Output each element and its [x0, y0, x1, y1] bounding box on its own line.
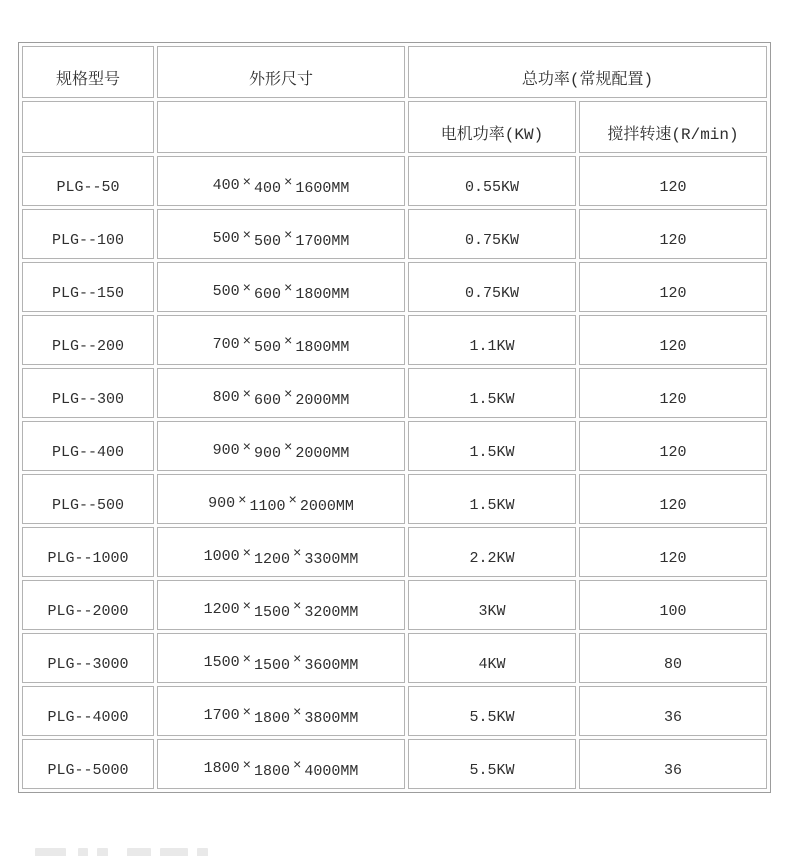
times-symbol: × [242, 599, 251, 615]
times-symbol: × [238, 493, 247, 509]
times-symbol: × [284, 387, 293, 403]
header-stir-speed: 搅拌转速(R/min) [579, 101, 767, 153]
cropped-text-fragment [160, 848, 188, 856]
size-segment: 500 [212, 283, 240, 300]
header-power-group: 总功率(常规配置) [408, 46, 767, 98]
model-cell: PLG--100 [22, 209, 154, 259]
size-segment: 900 [208, 495, 236, 512]
stir-speed-cell: 120 [579, 315, 767, 365]
motor-power-cell: 4KW [408, 633, 576, 683]
header-row-2 [22, 101, 767, 153]
model-cell: PLG--150 [22, 262, 154, 312]
table-row [22, 421, 767, 471]
table-row [22, 262, 767, 312]
size-cell [157, 315, 405, 365]
motor-power-cell: 1.5KW [408, 474, 576, 524]
header-model: 规格型号 [22, 46, 154, 98]
size-cell [157, 209, 405, 259]
size-segment: 1800MM [295, 339, 350, 356]
size-cell [157, 156, 405, 206]
model-cell: PLG--200 [22, 315, 154, 365]
size-segment: 900 [212, 442, 240, 459]
motor-power-cell: 5.5KW [408, 686, 576, 736]
header-empty-cell [157, 101, 405, 153]
size-segment: 400 [253, 180, 281, 197]
times-symbol: × [242, 758, 251, 774]
size-segment: 500 [253, 339, 281, 356]
table-row [22, 368, 767, 418]
table-row [22, 633, 767, 683]
size-segment: 900 [253, 445, 281, 462]
header-size: 外形尺寸 [157, 46, 405, 98]
cropped-text-fragment [197, 848, 208, 856]
header-row-1 [22, 46, 767, 98]
table-row [22, 686, 767, 736]
header-motor-power: 电机功率(KW) [408, 101, 576, 153]
size-segment: 400 [212, 177, 240, 194]
stir-speed-cell: 120 [579, 262, 767, 312]
size-segment: 1200 [253, 551, 290, 568]
size-segment: 3600MM [304, 657, 359, 674]
size-segment: 1100 [249, 498, 286, 515]
motor-power-cell: 0.55KW [408, 156, 576, 206]
size-cell [157, 474, 405, 524]
times-symbol: × [288, 493, 297, 509]
size-segment: 2000MM [295, 445, 350, 462]
table-row [22, 156, 767, 206]
size-cell [157, 368, 405, 418]
size-cell [157, 686, 405, 736]
times-symbol: × [284, 228, 293, 244]
motor-power-cell: 0.75KW [408, 209, 576, 259]
table-row [22, 474, 767, 524]
size-segment: 2000MM [299, 498, 354, 515]
size-cell [157, 580, 405, 630]
times-symbol: × [293, 546, 302, 562]
times-symbol: × [293, 652, 302, 668]
header-empty-cell [22, 101, 154, 153]
size-segment: 800 [212, 389, 240, 406]
stir-speed-cell: 120 [579, 527, 767, 577]
cropped-text-fragment [78, 848, 88, 856]
stir-speed-cell: 36 [579, 739, 767, 789]
stir-speed-cell: 36 [579, 686, 767, 736]
motor-power-cell: 1.1KW [408, 315, 576, 365]
size-segment: 1700MM [295, 233, 350, 250]
table-row [22, 209, 767, 259]
stir-speed-cell: 120 [579, 209, 767, 259]
times-symbol: × [284, 281, 293, 297]
size-segment: 1700 [203, 707, 240, 724]
motor-power-cell: 1.5KW [408, 421, 576, 471]
model-cell: PLG--500 [22, 474, 154, 524]
times-symbol: × [242, 652, 251, 668]
model-cell: PLG--3000 [22, 633, 154, 683]
times-symbol: × [242, 334, 251, 350]
times-symbol: × [242, 705, 251, 721]
size-cell [157, 739, 405, 789]
size-segment: 1000 [203, 548, 240, 565]
times-symbol: × [284, 334, 293, 350]
size-cell [157, 527, 405, 577]
model-cell: PLG--1000 [22, 527, 154, 577]
motor-power-cell: 1.5KW [408, 368, 576, 418]
size-segment: 500 [212, 230, 240, 247]
size-segment: 600 [253, 286, 281, 303]
table-body [22, 156, 767, 789]
cropped-bottom-text [0, 846, 790, 856]
stir-speed-cell: 120 [579, 368, 767, 418]
cropped-text-fragment [127, 848, 151, 856]
size-segment: 3300MM [304, 551, 359, 568]
times-symbol: × [293, 599, 302, 615]
model-cell: PLG--4000 [22, 686, 154, 736]
size-segment: 700 [212, 336, 240, 353]
stir-speed-cell: 120 [579, 474, 767, 524]
size-segment: 600 [253, 392, 281, 409]
size-segment: 1600MM [295, 180, 350, 197]
spec-table [18, 42, 771, 793]
size-segment: 1800 [253, 763, 290, 780]
motor-power-cell: 3KW [408, 580, 576, 630]
size-cell [157, 262, 405, 312]
times-symbol: × [242, 546, 251, 562]
stir-speed-cell: 120 [579, 421, 767, 471]
model-cell: PLG--300 [22, 368, 154, 418]
table-row [22, 580, 767, 630]
table-row [22, 315, 767, 365]
table-row [22, 527, 767, 577]
size-segment: 1200 [203, 601, 240, 618]
size-segment: 1500 [253, 604, 290, 621]
times-symbol: × [242, 175, 251, 191]
stir-speed-cell: 120 [579, 156, 767, 206]
stir-speed-cell: 80 [579, 633, 767, 683]
motor-power-cell: 0.75KW [408, 262, 576, 312]
times-symbol: × [242, 281, 251, 297]
size-segment: 3200MM [304, 604, 359, 621]
size-segment: 1800 [253, 710, 290, 727]
size-segment: 2000MM [295, 392, 350, 409]
size-segment: 1800 [203, 760, 240, 777]
size-segment: 1500 [203, 654, 240, 671]
stir-speed-cell: 100 [579, 580, 767, 630]
size-segment: 1800MM [295, 286, 350, 303]
motor-power-cell: 2.2KW [408, 527, 576, 577]
model-cell: PLG--50 [22, 156, 154, 206]
motor-power-cell: 5.5KW [408, 739, 576, 789]
model-cell: PLG--400 [22, 421, 154, 471]
size-cell [157, 633, 405, 683]
times-symbol: × [242, 228, 251, 244]
size-segment: 1500 [253, 657, 290, 674]
model-cell: PLG--2000 [22, 580, 154, 630]
model-cell: PLG--5000 [22, 739, 154, 789]
times-symbol: × [293, 758, 302, 774]
size-segment: 4000MM [304, 763, 359, 780]
size-cell [157, 421, 405, 471]
times-symbol: × [284, 175, 293, 191]
size-segment: 3800MM [304, 710, 359, 727]
times-symbol: × [293, 705, 302, 721]
size-segment: 500 [253, 233, 281, 250]
times-symbol: × [242, 387, 251, 403]
times-symbol: × [284, 440, 293, 456]
cropped-text-fragment [35, 848, 66, 856]
times-symbol: × [242, 440, 251, 456]
table-row [22, 739, 767, 789]
cropped-text-fragment [97, 848, 108, 856]
